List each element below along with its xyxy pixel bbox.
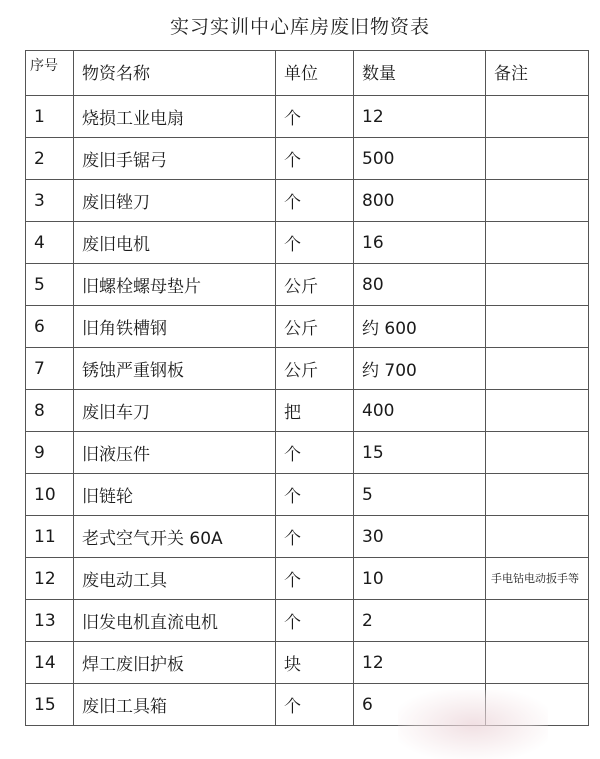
cell-qty: 6 xyxy=(354,684,486,726)
cell-qty: 10 xyxy=(354,558,486,600)
cell-name: 废旧车刀 xyxy=(74,390,276,432)
cell-unit: 个 xyxy=(276,138,354,180)
cell-unit: 公斤 xyxy=(276,306,354,348)
cell-qty: 500 xyxy=(354,138,486,180)
cell-qty: 5 xyxy=(354,474,486,516)
cell-no: 10 xyxy=(26,474,74,516)
table-row xyxy=(26,516,589,558)
cell-remark xyxy=(486,264,589,306)
cell-no: 11 xyxy=(26,516,74,558)
cell-qty: 2 xyxy=(354,600,486,642)
table-row xyxy=(26,264,589,306)
cell-qty: 800 xyxy=(354,180,486,222)
cell-unit: 个 xyxy=(276,96,354,138)
cell-name: 废旧手锯弓 xyxy=(74,138,276,180)
header-remark: 备注 xyxy=(486,51,589,96)
cell-no: 4 xyxy=(26,222,74,264)
cell-remark xyxy=(486,684,589,726)
table-row xyxy=(26,474,589,516)
cell-remark xyxy=(486,306,589,348)
table-row xyxy=(26,138,589,180)
cell-qty: 12 xyxy=(354,96,486,138)
cell-unit: 把 xyxy=(276,390,354,432)
cell-remark xyxy=(486,348,589,390)
table-body xyxy=(26,96,589,726)
table-row xyxy=(26,96,589,138)
table-row xyxy=(26,222,589,264)
header-name: 物资名称 xyxy=(74,51,276,96)
table-row xyxy=(26,390,589,432)
cell-no: 12 xyxy=(26,558,74,600)
header-unit: 单位 xyxy=(276,51,354,96)
cell-qty: 30 xyxy=(354,516,486,558)
cell-remark xyxy=(486,600,589,642)
cell-unit: 个 xyxy=(276,474,354,516)
header-no: 序号 xyxy=(26,51,74,96)
cell-unit: 块 xyxy=(276,642,354,684)
cell-name: 废旧电机 xyxy=(74,222,276,264)
cell-remark xyxy=(486,390,589,432)
cell-no: 14 xyxy=(26,642,74,684)
cell-no: 15 xyxy=(26,684,74,726)
cell-name: 废旧工具箱 xyxy=(74,684,276,726)
inventory-table xyxy=(25,50,589,726)
table-row xyxy=(26,432,589,474)
cell-qty: 400 xyxy=(354,390,486,432)
cell-no: 9 xyxy=(26,432,74,474)
cell-remark xyxy=(486,642,589,684)
cell-name: 废旧锉刀 xyxy=(74,180,276,222)
cell-no: 3 xyxy=(26,180,74,222)
cell-no: 5 xyxy=(26,264,74,306)
cell-no: 6 xyxy=(26,306,74,348)
cell-name: 老式空气开关 60A xyxy=(74,516,276,558)
cell-name: 旧螺栓螺母垫片 xyxy=(74,264,276,306)
cell-unit: 个 xyxy=(276,222,354,264)
cell-unit: 个 xyxy=(276,180,354,222)
table-row xyxy=(26,642,589,684)
table-row xyxy=(26,348,589,390)
document-title: 实习实训中心库房废旧物资表 xyxy=(169,16,430,38)
cell-qty: 约 700 xyxy=(354,348,486,390)
cell-qty: 12 xyxy=(354,642,486,684)
cell-unit: 公斤 xyxy=(276,348,354,390)
cell-name: 旧发电机直流电机 xyxy=(74,600,276,642)
cell-name: 废电动工具 xyxy=(74,558,276,600)
cell-name: 焊工废旧护板 xyxy=(74,642,276,684)
cell-no: 8 xyxy=(26,390,74,432)
cell-unit: 公斤 xyxy=(276,264,354,306)
cell-name: 旧链轮 xyxy=(74,474,276,516)
table-row xyxy=(26,558,589,600)
table-row xyxy=(26,600,589,642)
cell-remark xyxy=(486,96,589,138)
cell-name: 锈蚀严重钢板 xyxy=(74,348,276,390)
table-row xyxy=(26,684,589,726)
header-qty: 数量 xyxy=(354,51,486,96)
cell-remark xyxy=(486,432,589,474)
table-row xyxy=(26,180,589,222)
cell-name: 旧角铁槽钢 xyxy=(74,306,276,348)
cell-qty: 15 xyxy=(354,432,486,474)
table-header-row xyxy=(26,51,589,96)
cell-remark xyxy=(486,180,589,222)
cell-qty: 16 xyxy=(354,222,486,264)
cell-remark xyxy=(486,516,589,558)
cell-no: 2 xyxy=(26,138,74,180)
cell-no: 1 xyxy=(26,96,74,138)
cell-unit: 个 xyxy=(276,516,354,558)
cell-remark xyxy=(486,474,589,516)
cell-no: 7 xyxy=(26,348,74,390)
cell-name: 旧液压件 xyxy=(74,432,276,474)
table-row xyxy=(26,306,589,348)
cell-unit: 个 xyxy=(276,684,354,726)
cell-name: 烧损工业电扇 xyxy=(74,96,276,138)
cell-unit: 个 xyxy=(276,558,354,600)
cell-qty: 80 xyxy=(354,264,486,306)
cell-unit: 个 xyxy=(276,432,354,474)
cell-qty: 约 600 xyxy=(354,306,486,348)
cell-no: 13 xyxy=(26,600,74,642)
cell-remark xyxy=(486,138,589,180)
cell-remark xyxy=(486,222,589,264)
cell-remark: 手电钻电动扳手等 xyxy=(486,558,589,600)
cell-unit: 个 xyxy=(276,600,354,642)
